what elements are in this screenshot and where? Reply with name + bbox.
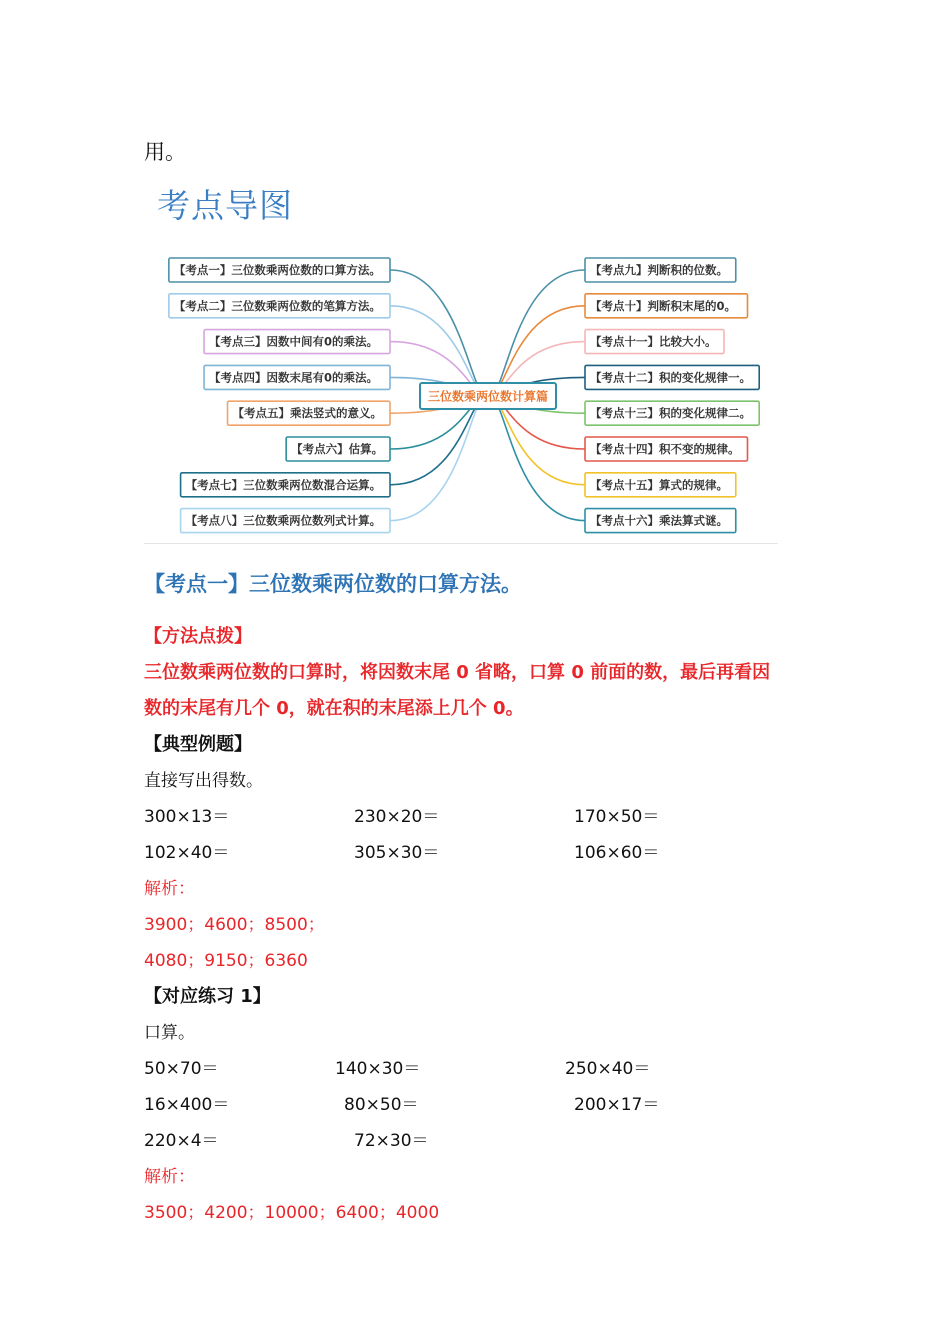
mindmap-node-label: 【考点三】因数中间有0的乘法。 <box>209 334 379 349</box>
example-cell: 305×30＝ <box>354 843 440 863</box>
section-title: 【考点一】三位数乘两位数的口算方法。 <box>144 572 522 596</box>
example-answer-line: 3900；4600；8500； <box>144 915 325 935</box>
example-cell: 106×60＝ <box>574 843 660 863</box>
practice-answer: 3500；4200；10000；6400；4000 <box>144 1203 440 1223</box>
example-answer-line: 4080；9150；6360 <box>144 951 308 971</box>
mindmap-heading: 考点导图 <box>157 186 293 225</box>
intro-tail-text: 用。 <box>144 140 186 164</box>
practice-cell: 16×400＝ <box>144 1095 230 1115</box>
method-label: 【方法点拨】 <box>144 626 252 647</box>
mindmap-node-label: 【考点四】因数末尾有0的乘法。 <box>209 370 379 385</box>
practice-answer-label: 解析： <box>144 1167 195 1187</box>
example-cell: 102×40＝ <box>144 843 230 863</box>
mindmap-node-label: 【考点十三】积的变化规律二。 <box>590 406 751 421</box>
mindmap-center-label: 三位数乘两位数计算篇 <box>427 389 549 404</box>
example-cell: 300×13＝ <box>144 807 230 827</box>
mindmap-node-label: 【考点十四】积不变的规律。 <box>590 442 740 456</box>
practice-cell: 220×4＝ <box>144 1131 219 1151</box>
method-line-1: 三位数乘两位数的口算时，将因数末尾 0 省略，口算 0 前面的数，最后再看因 <box>144 662 771 683</box>
mindmap-diagram <box>0 0 950 560</box>
practice-cell: 72×30＝ <box>354 1131 429 1151</box>
mindmap-node-label: 【考点二】三位数乘两位数的笔算方法。 <box>173 298 381 313</box>
practice-cell: 140×30＝ <box>335 1059 421 1079</box>
mindmap-node-label: 【考点五】乘法竖式的意义。 <box>232 406 383 421</box>
mindmap-node-label: 【考点八】三位数乘两位数列式计算。 <box>185 513 382 528</box>
practice-label: 【对应练习 1】 <box>144 986 271 1007</box>
mindmap-node-label: 【考点九】判断积的位数。 <box>590 263 728 277</box>
practice-prompt: 口算。 <box>144 1023 195 1043</box>
example-cell: 170×50＝ <box>574 807 660 827</box>
mindmap-node-label: 【考点十六】乘法算式谜。 <box>590 513 728 528</box>
mindmap-node-label: 【考点六】估算。 <box>291 442 384 456</box>
mindmap-node-label: 【考点十一】比较大小。 <box>590 334 717 349</box>
mindmap-node-label: 【考点一】三位数乘两位数的口算方法。 <box>173 263 381 277</box>
mindmap-node-label: 【考点十】判断积末尾的0。 <box>590 298 737 313</box>
method-line-2: 数的末尾有几个 0，就在积的末尾添上几个 0。 <box>144 698 524 719</box>
practice-cell: 50×70＝ <box>144 1059 219 1079</box>
practice-cell: 250×40＝ <box>565 1059 651 1079</box>
example-label: 【典型例题】 <box>144 734 252 755</box>
mindmap-node-label: 【考点十二】积的变化规律一。 <box>590 370 751 385</box>
example-prompt: 直接写出得数。 <box>144 771 263 791</box>
mindmap-node-label: 【考点十五】算式的规律。 <box>590 477 728 492</box>
practice-cell: 200×17＝ <box>574 1095 660 1115</box>
example-cell: 230×20＝ <box>354 807 440 827</box>
mindmap-node-label: 【考点七】三位数乘两位数混合运算。 <box>185 477 382 492</box>
example-answer-label: 解析： <box>144 879 195 899</box>
mindmap-divider <box>144 543 778 544</box>
practice-cell: 80×50＝ <box>344 1095 419 1115</box>
